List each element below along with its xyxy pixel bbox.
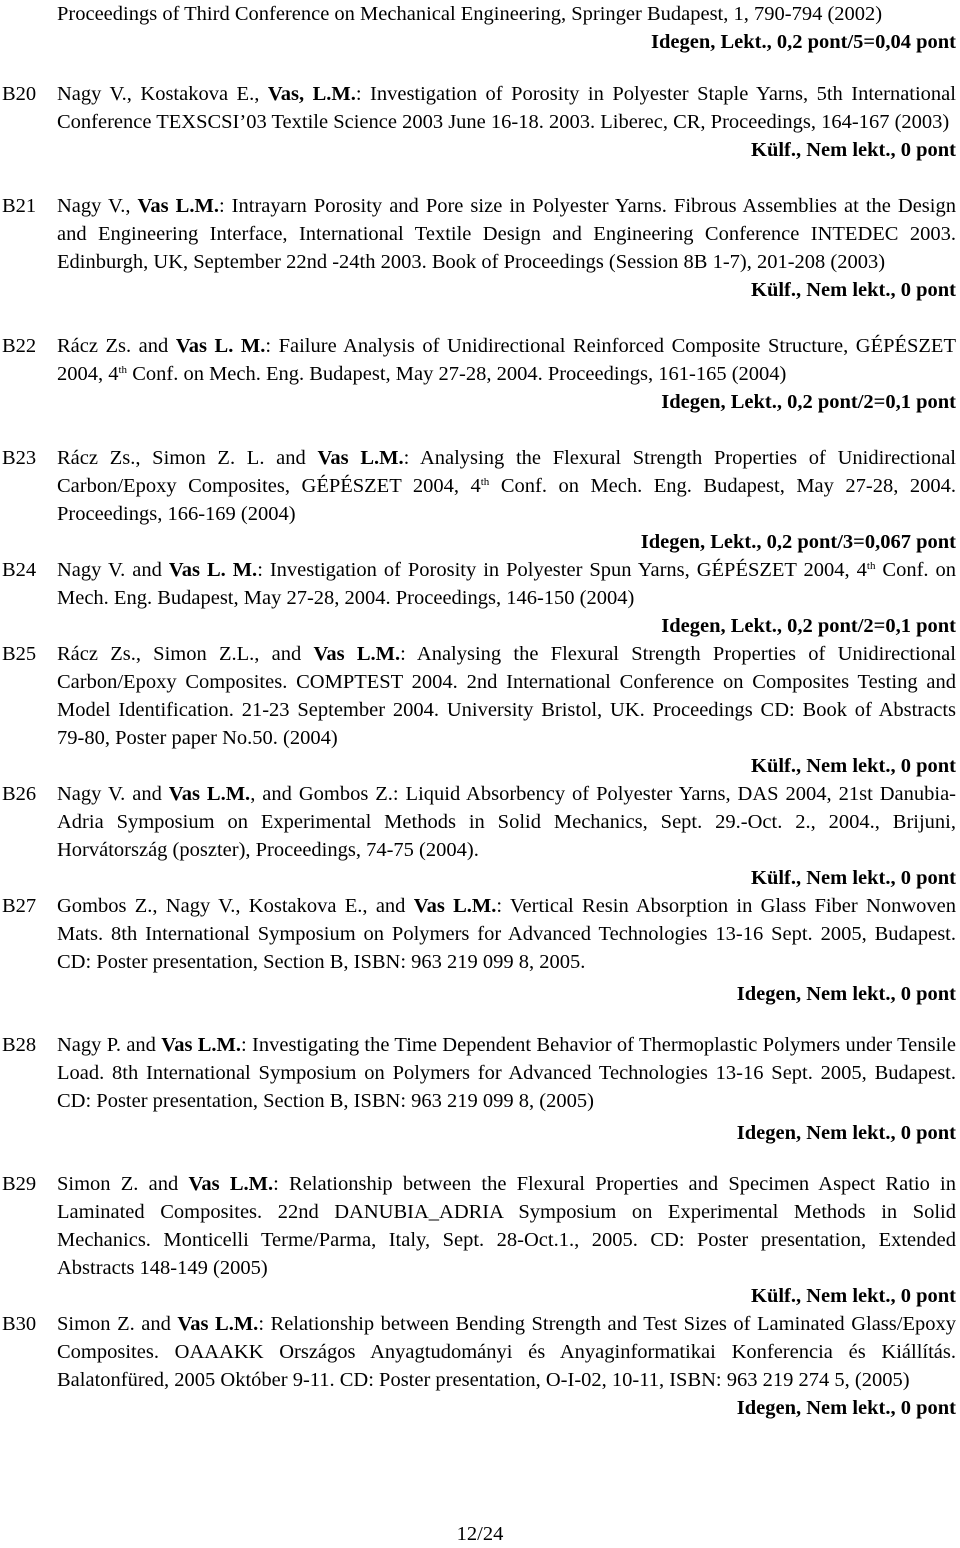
reference-text-part: , and Gombos Z.: Liquid Absorbency of Polyester Yarns, DAS 2004, 21st Danubia-Adria Symposium on Experimental Methods in Solid Mechanics, Sept. 29.-Oct. 2., 2004., Brijuni, Horvátország (poszter), Proceedings, 74-75 (2004).	[57, 783, 957, 861]
reference-entry	[0, 80, 958, 164]
reference-text	[57, 640, 956, 752]
reference-number: B29	[2, 1173, 37, 1195]
reference-number: B20	[2, 83, 37, 105]
reference-text-part: : Analysing the Flexural Strength Properties of Unidirectional Carbon/Epoxy Composites. COMPTEST 2004. 2nd International Conference on Composites Testing and Model Identification. 21-23 September 2004. University Bristol, UK. Proceedings CD: Book of Abstracts 79-80, Poster paper No.50. (2004)	[57, 643, 956, 749]
reference-text	[57, 192, 956, 276]
superscript: th	[480, 476, 490, 488]
reference-number: B23	[2, 447, 37, 469]
reference-entry	[0, 1031, 958, 1147]
reference-number: B22	[2, 335, 37, 357]
reference-text-part: Nagy P. and	[57, 1034, 162, 1056]
reference-text-part: : Vertical Resin Absorption in Glass Fiber Nonwoven Mats. 8th International Symposium on Polymers for Advanced Technologies 13-16 Sept. 2005, Budapest. CD: Poster presentation, Section B, ISBN: 963 219 099 8, 2005.	[57, 895, 956, 973]
classification-label: Külf., Nem lekt., 0 pont	[751, 755, 956, 777]
reference-text-part: Rácz Zs., Simon Z.L., and	[57, 643, 314, 665]
reference-entry	[0, 892, 958, 1008]
author-highlight: Vas L.M.	[168, 783, 251, 805]
reference-text-part: Gombos Z., Nagy V., Kostakova E., and	[57, 895, 414, 917]
reference-text-part: : Relationship between Bending Strength and Test Sizes of Laminated Glass/Epoxy Composites. OAAAKK Országos Anyagtudományi és Anyaginformatikai Konferencia és Kiállítás. Balatonfüred, 2005 Október 9-11. CD: Poster presentation, O-I-02, 10-11, ISBN: 963 219 274 5, (2005)	[57, 1313, 956, 1391]
reference-text-part: : Analysing the Flexural Strength Properties of Unidirectional Carbon/Epoxy Composites, GÉPÉSZET 2004, 4	[57, 447, 956, 497]
reference-text	[57, 892, 956, 976]
author-highlight: Vas, L.M.	[267, 83, 356, 105]
author-highlight: Vas L.M.	[313, 643, 401, 665]
reference-text-part: Nagy V., Kostakova E.,	[57, 83, 268, 105]
classification-label: Idegen, Nem lekt., 0 pont	[736, 983, 956, 1005]
reference-text-part: Simon Z. and	[57, 1173, 189, 1195]
author-highlight: Vas L.M.	[188, 1173, 274, 1195]
reference-text	[57, 444, 956, 528]
reference-text	[57, 556, 956, 612]
reference-entry	[0, 0, 958, 56]
reference-text-part: Rácz Zs., Simon Z. L. and	[57, 447, 318, 469]
reference-text	[57, 1031, 956, 1115]
reference-text-part: Conf. on Mech. Eng. Budapest, May 27-28, 2004. Proceedings, 146-150 (2004)	[57, 559, 957, 609]
author-highlight: Vas L.M.	[317, 447, 404, 469]
reference-text-part: Nagy V. and	[57, 559, 169, 581]
author-highlight: Vas L.M.	[177, 1313, 259, 1335]
reference-text	[57, 332, 956, 388]
reference-text	[57, 1170, 956, 1282]
reference-number: B27	[2, 895, 37, 917]
classification-label: Külf., Nem lekt., 0 pont	[751, 279, 956, 301]
superscript: th	[118, 364, 128, 376]
classification-label: Külf., Nem lekt., 0 pont	[751, 867, 956, 889]
reference-text-part: : Intrayarn Porosity and Pore size in Polyester Yarns. Fibrous Assemblies at the Design and Engineering Interface, International Textile Design and Engineering Conference INTEDEC 2003. Edinburgh, UK, September 22nd -24th 2003. Book of Proceedings (Session 8B 1-7), 201-208 (2003)	[57, 195, 956, 273]
reference-entry	[0, 780, 958, 892]
reference-text-part: Rácz Zs. and	[57, 335, 176, 357]
classification-label: Idegen, Lekt., 0,2 pont/2=0,1 pont	[661, 391, 956, 413]
reference-text-part: : Failure Analysis of Unidirectional Reinforced Composite Structure, GÉPÉSZET 2004, 4	[57, 335, 956, 385]
reference-text-part: Simon Z. and	[57, 1313, 178, 1335]
reference-text-part: : Investigating the Time Dependent Behavior of Thermoplastic Polymers under Tensile Load. 8th International Symposium on Polymers for Advanced Technologies 13-16 Sept. 2005, Budapest. CD: Poster presentation, Section B, ISBN: 963 219 099 8, (2005)	[57, 1034, 957, 1112]
reference-entry	[0, 1170, 958, 1310]
reference-text-part: : Investigation of Porosity in Polyester Spun Yarns, GÉPÉSZET 2004, 4	[257, 559, 867, 581]
reference-text-part: Nagy V. and	[57, 783, 169, 805]
reference-entry	[0, 444, 958, 556]
reference-number: B28	[2, 1034, 37, 1056]
classification-label: Idegen, Lekt., 0,2 pont/5=0,04 pont	[651, 31, 956, 53]
reference-entry	[0, 556, 958, 640]
reference-number: B26	[2, 783, 37, 805]
reference-text	[57, 1310, 956, 1394]
reference-entry	[0, 1310, 958, 1422]
reference-text	[57, 780, 956, 864]
reference-entry	[0, 192, 958, 304]
classification-label: Idegen, Nem lekt., 0 pont	[736, 1397, 956, 1419]
classification-label: Külf., Nem lekt., 0 pont	[751, 1285, 956, 1307]
reference-number: B24	[2, 559, 37, 581]
reference-text	[57, 0, 956, 28]
author-highlight: Vas L. M.	[168, 559, 258, 581]
reference-text-part: Nagy V.,	[57, 195, 138, 217]
author-highlight: Vas L.M.	[413, 895, 497, 917]
page-number: 12/24	[456, 1523, 504, 1545]
reference-entry	[0, 640, 958, 780]
superscript: th	[866, 560, 876, 572]
author-highlight: Vas L.M.	[161, 1034, 242, 1056]
classification-label: Idegen, Nem lekt., 0 pont	[736, 1122, 956, 1144]
author-highlight: Vas L.M.	[137, 195, 219, 217]
reference-text	[57, 80, 956, 136]
classification-label: Külf., Nem lekt., 0 pont	[751, 139, 956, 161]
author-highlight: Vas L. M.	[175, 335, 266, 357]
classification-label: Idegen, Lekt., 0,2 pont/3=0,067 pont	[640, 531, 956, 553]
reference-text-part: : Investigation of Porosity in Polyester Staple Yarns, 5th International Conference TEXSCSI’03 Textile Science 2003 June 16-18. 2003. Liberec, CR, Proceedings, 164-167 (2003)	[57, 83, 956, 133]
reference-text-part: Conf. on Mech. Eng. Budapest, May 27-28, 2004. Proceedings, 161-165 (2004)	[127, 363, 787, 385]
reference-number: B30	[2, 1313, 37, 1335]
reference-text-part: Conf. on Mech. Eng. Budapest, May 27-28, 2004. Proceedings, 166-169 (2004)	[57, 475, 956, 525]
reference-text-part: Proceedings of Third Conference on Mechanical Engineering, Springer Budapest, 1, 790-794 (2002)	[57, 3, 883, 25]
reference-number: B25	[2, 643, 37, 665]
reference-number: B21	[2, 195, 37, 217]
reference-text-part: : Relationship between the Flexural Properties and Specimen Aspect Ratio in Laminated Composites. 22nd DANUBIA_ADRIA Symposium on Experimental Methods in Solid Mechanics. Monticelli Terme/Parma, Italy, Sept. 28-Oct.1., 2005. CD: Poster presentation, Extended Abstracts 148-149 (2005)	[57, 1173, 956, 1279]
classification-label: Idegen, Lekt., 0,2 pont/2=0,1 pont	[661, 615, 956, 637]
reference-entry	[0, 332, 958, 416]
